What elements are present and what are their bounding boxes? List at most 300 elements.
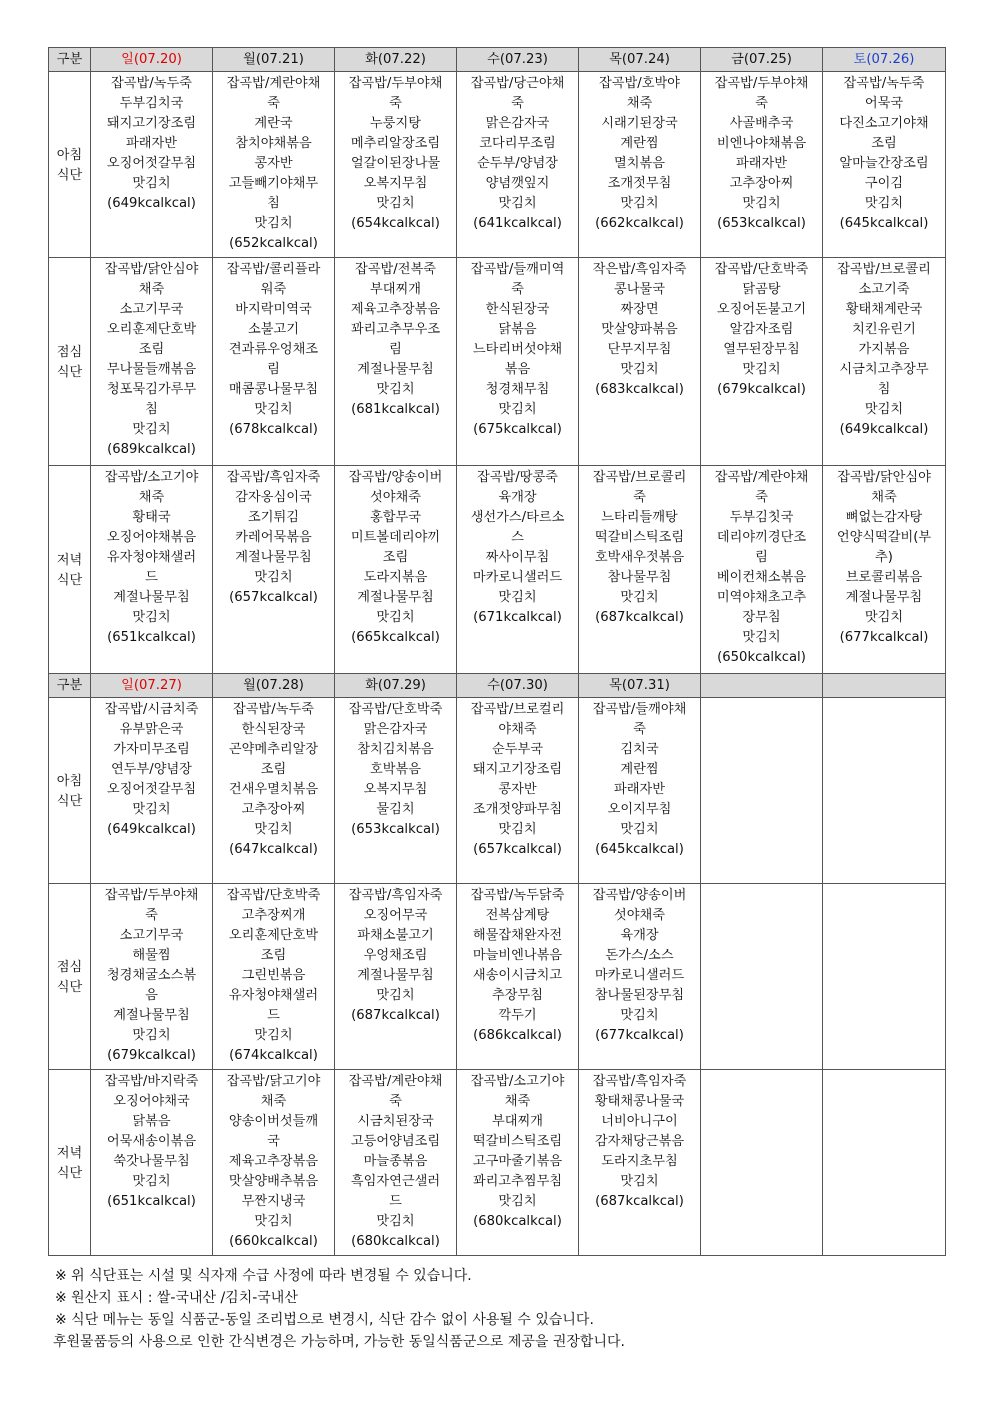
day-header: 일(07.20): [91, 48, 213, 72]
menu-item: 맛김치: [376, 610, 415, 625]
menu-item: (641kcalkcal): [473, 216, 562, 231]
menu-item: 물김치: [376, 802, 415, 817]
menu-item: (678kcalkcal): [229, 422, 318, 437]
menu-item: (649kcalkcal): [107, 822, 196, 837]
menu-item: 조림: [382, 550, 409, 565]
meal-row-breakfast: [49, 698, 946, 884]
menu-item: 잡곡밥/두부야채: [348, 76, 443, 91]
menu-item: 계란국: [254, 116, 293, 131]
menu-cell: [213, 72, 335, 258]
menu-item: 맛김치: [254, 1214, 293, 1229]
menu-item: 섯야채죽: [370, 490, 421, 505]
menu-item: 죽: [389, 1094, 402, 1109]
menu-item: 채죽: [504, 1094, 531, 1109]
menu-item: 림: [389, 342, 402, 357]
menu-item: 얼갈이된장나물: [350, 156, 441, 171]
menu-item: (647kcalkcal): [229, 842, 318, 857]
menu-item: 맛김치: [620, 362, 659, 377]
menu-item: 맛김치: [864, 196, 904, 211]
menu-item: 부대찌개: [370, 282, 421, 297]
meal-label-lunch: [49, 258, 91, 466]
meal-label-line: 식단: [56, 793, 83, 809]
menu-item: 알마늘간장조림: [839, 156, 929, 171]
menu-item: 잡곡밥/단호박죽: [348, 702, 443, 717]
menu-item: 맛김치: [132, 610, 171, 625]
menu-cell: [823, 258, 946, 466]
menu-item: 한식된장국: [485, 302, 550, 317]
menu-cell: [335, 1070, 457, 1256]
menu-item: 닭볶음: [132, 1114, 171, 1129]
menu-item: 채죽: [626, 96, 653, 111]
menu-cell: [823, 698, 946, 884]
menu-item: 참나물무침: [607, 570, 672, 585]
menu-item: 유자청야채샐러: [228, 988, 319, 1003]
header-row: [49, 48, 946, 72]
note-origin: ※ 원산지 표시 : 쌀-국내산 /김치-국내산: [55, 1290, 298, 1306]
menu-item: 음: [145, 988, 158, 1003]
menu-item: 죽: [755, 96, 768, 111]
meal-label-dinner: [49, 1070, 91, 1256]
menu-item: 조개젓무침: [607, 176, 672, 191]
menu-item: 맛김치: [864, 402, 904, 417]
menu-item: 오징어야채볶음: [106, 530, 197, 545]
menu-item: 순두부국: [492, 742, 543, 757]
menu-cell: [91, 72, 213, 258]
menu-item: 순두부/양념장: [477, 156, 558, 171]
menu-item: 닭곰탕: [742, 282, 781, 297]
menu-item: 고추장찌개: [241, 908, 306, 923]
menu-cell: [335, 72, 457, 258]
meal-label-lunch: [49, 884, 91, 1070]
menu-item: (680kcalkcal): [473, 1214, 562, 1229]
meal-label-line: 아침: [56, 773, 83, 789]
menu-item: (653kcalkcal): [351, 822, 440, 837]
day-header: 일(07.27): [91, 674, 213, 698]
menu-cell: [579, 1070, 701, 1256]
menu-item: (683kcalkcal): [595, 382, 684, 397]
menu-item: 잡곡밥/호박야: [599, 76, 680, 91]
menu-item: 침: [145, 402, 158, 417]
menu-item: 계절나물무침: [113, 590, 190, 605]
menu-item: 추): [875, 550, 893, 565]
menu-item: 해물찜: [132, 948, 171, 963]
menu-item: 잡곡밥/단호박죽: [714, 262, 809, 277]
menu-item: 멸치볶음: [614, 156, 665, 171]
menu-item: 다진소고기야채: [839, 116, 929, 131]
menu-item: 잡곡밥/계란야채: [348, 1074, 443, 1089]
menu-item: (687kcalkcal): [595, 1194, 684, 1209]
menu-item: 참나물된장무침: [594, 988, 685, 1003]
note-change-notice: ※ 위 식단표는 시설 및 식자재 수급 사정에 따라 변경될 수 있습니다.: [55, 1268, 472, 1284]
day-header: [701, 674, 823, 698]
menu-item: 깍두기: [498, 1008, 537, 1023]
menu-item: 잡곡밥/브로콜리: [837, 262, 931, 277]
menu-item: 짜사이무침: [485, 550, 550, 565]
menu-item: 작은밥/흑임자죽: [592, 262, 687, 277]
menu-item: 죽: [755, 490, 768, 505]
menu-item: 맛김치: [742, 196, 781, 211]
menu-item: 호박새우젓볶음: [594, 550, 685, 565]
day-header: 화(07.22): [335, 48, 457, 72]
menu-item: 가지볶음: [858, 342, 910, 357]
menu-item: 청경채굴소스볶: [106, 968, 197, 983]
menu-item: 청포묵김가루무: [106, 382, 197, 397]
menu-item: 쑥갓나물무침: [113, 1154, 190, 1169]
menu-item: 맛김치: [620, 196, 659, 211]
menu-item: (677kcalkcal): [839, 630, 929, 645]
menu-item: 코다리무조림: [479, 136, 556, 151]
menu-item: (660kcalkcal): [229, 1234, 318, 1249]
menu-item: (679kcalkcal): [107, 1048, 196, 1063]
menu-item: 맛김치: [376, 1214, 415, 1229]
menu-item: 계절나물무침: [113, 1008, 190, 1023]
day-header: 화(07.29): [335, 674, 457, 698]
menu-item: 드: [145, 570, 158, 585]
menu-item: 오복지무침: [363, 176, 428, 191]
menu-item: 파래자반: [614, 782, 665, 797]
menu-item: (680kcalkcal): [351, 1234, 440, 1249]
menu-item: (679kcalkcal): [717, 382, 806, 397]
menu-item: 베이컨채소볶음: [716, 570, 807, 585]
menu-item: 장무침: [742, 610, 781, 625]
menu-item: 오복지무침: [363, 782, 428, 797]
menu-cell: [213, 884, 335, 1070]
menu-item: 채죽: [138, 490, 165, 505]
menu-cell: [579, 466, 701, 674]
menu-cell: [457, 466, 579, 674]
menu-item: (671kcalkcal): [473, 610, 562, 625]
menu-cell: [91, 698, 213, 884]
menu-item: 두부김치국: [119, 96, 184, 111]
menu-item: 알감자조림: [729, 322, 794, 337]
menu-item: 카레어묵볶음: [235, 530, 312, 545]
menu-item: 맛김치: [742, 630, 781, 645]
menu-cell: [701, 258, 823, 466]
menu-item: 잡곡밥/전복죽: [355, 262, 436, 277]
menu-item: 무나물들깨볶음: [106, 362, 197, 377]
menu-item: 소불고기: [248, 322, 299, 337]
meal-label-line: 식단: [56, 979, 83, 995]
menu-item: 두부김칫국: [729, 510, 794, 525]
menu-item: 국: [267, 1134, 280, 1149]
menu-item: 채죽: [138, 282, 165, 297]
menu-item: 시래기된장국: [601, 116, 678, 131]
menu-item: 맛김치: [620, 1174, 659, 1189]
menu-item: 고등어양념조림: [350, 1134, 441, 1149]
menu-item: 맛김치: [254, 216, 293, 231]
menu-item: 맛김치: [132, 176, 171, 191]
menu-item: 육개장: [620, 928, 659, 943]
meal-label-line: 식단: [56, 1165, 83, 1181]
menu-item: 호박볶음: [370, 762, 421, 777]
menu-item: 마늘종볶음: [363, 1154, 428, 1169]
menu-cell: [579, 72, 701, 258]
menu-item: 조림: [260, 762, 287, 777]
menu-item: 미트볼데리야끼: [350, 530, 441, 545]
menu-item: 잡곡밥/닭안심야: [104, 262, 199, 277]
menu-cell: [335, 884, 457, 1070]
menu-item: 마카로니샐러드: [594, 968, 685, 983]
menu-item: (654kcalkcal): [351, 216, 440, 231]
menu-item: 조림: [871, 136, 897, 151]
menu-item: 맑은감자국: [485, 116, 550, 131]
menu-item: 드: [267, 1008, 280, 1023]
menu-item: 잡곡밥/계란야채: [714, 470, 809, 485]
menu-item: 홍합무국: [370, 510, 421, 525]
menu-item: 잡곡밥/들깨미역: [470, 262, 565, 277]
menu-cell: [335, 466, 457, 674]
note-substitution: ※ 식단 메뉴는 동일 식품군-동일 조리법으로 변경시, 식단 감수 없이 사용될 수 있습니다.: [55, 1312, 594, 1328]
menu-cell: [701, 72, 823, 258]
menu-item: 돼지고기장조림: [106, 116, 197, 131]
menu-item: 양념깻잎지: [485, 176, 550, 191]
menu-item: (687kcalkcal): [351, 1008, 440, 1023]
menu-cell: [91, 466, 213, 674]
menu-item: 가자미무조림: [113, 742, 190, 757]
menu-item: 뼈없는감자탕: [845, 510, 923, 525]
menu-item: 짜장면: [620, 302, 659, 317]
menu-item: 잡곡밥/계란야채: [226, 76, 321, 91]
menu-item: 감자옹심이국: [235, 490, 312, 505]
menu-item: 오징어무국: [363, 908, 428, 923]
menu-cell: [335, 258, 457, 466]
menu-cell: [701, 884, 823, 1070]
menu-item: 콩자반: [254, 156, 293, 171]
menu-item: 침: [877, 382, 891, 397]
menu-item: 잡곡밥/두부야채: [714, 76, 809, 91]
menu-cell: [457, 72, 579, 258]
menu-item: (677kcalkcal): [595, 1028, 684, 1043]
menu-cell: [579, 698, 701, 884]
menu-item: 마카로니샐러드: [472, 570, 563, 585]
menu-item: 조림: [260, 948, 287, 963]
meal-label-breakfast: [49, 72, 91, 258]
menu-item: 무짠지냉국: [241, 1194, 306, 1209]
menu-item: 구이김: [864, 176, 904, 191]
menu-cell: [823, 1070, 946, 1256]
menu-item: 메추리알장조림: [350, 136, 441, 151]
menu-item: 죽: [389, 96, 402, 111]
menu-item: 잡곡밥/땅콩죽: [477, 470, 558, 485]
menu-item: 잡곡밥/브로컬리: [470, 702, 565, 717]
menu-item: (657kcalkcal): [229, 590, 318, 605]
menu-item: 참치야채볶음: [235, 136, 312, 151]
menu-item: 육개장: [498, 490, 537, 505]
menu-item: 맛김치: [498, 196, 537, 211]
menu-item: 림: [755, 550, 768, 565]
meal-label-dinner: [49, 466, 91, 674]
menu-item: (652kcalkcal): [229, 236, 318, 251]
menu-item: 연두부/양념장: [111, 762, 192, 777]
menu-item: 잡곡밥/흑임자죽: [592, 1074, 687, 1089]
menu-item: (687kcalkcal): [595, 610, 684, 625]
menu-item: 잡곡밥/녹두죽: [843, 76, 925, 91]
menu-item: (649kcalkcal): [839, 422, 929, 437]
menu-item: 소고기무국: [119, 928, 184, 943]
menu-item: 비엔나야채볶음: [716, 136, 807, 151]
menu-item: 열무된장무침: [723, 342, 800, 357]
menu-item: 매콤콩나물무침: [228, 382, 319, 397]
menu-item: 부대찌개: [492, 1114, 543, 1129]
menu-item: 잡곡밥/들깨야채: [592, 702, 687, 717]
menu-item: 볶음: [504, 362, 531, 377]
menu-cell: [579, 258, 701, 466]
menu-item: 생선가스/타르소: [470, 510, 565, 525]
menu-item: (653kcalkcal): [717, 216, 806, 231]
menu-item: 잡곡밥/당근야채: [470, 76, 565, 91]
meal-label-line: 식단: [56, 572, 83, 588]
menu-item: (665kcalkcal): [351, 630, 440, 645]
menu-item: 잡곡밥/양송이버: [348, 470, 443, 485]
menu-cell: [579, 884, 701, 1070]
menu-cell: [213, 466, 335, 674]
menu-item: 맛김치: [132, 422, 171, 437]
day-header: 토(07.26): [823, 48, 946, 72]
menu-item: 도라지초무침: [601, 1154, 678, 1169]
menu-item: 잡곡밥/소고기야: [470, 1074, 565, 1089]
menu-item: 그린빈볶음: [241, 968, 306, 983]
menu-item: 단무지무침: [607, 342, 672, 357]
menu-item: 사골배추국: [729, 116, 794, 131]
menu-item: (650kcalkcal): [717, 650, 806, 665]
menu-item: 돈가스/소스: [605, 948, 674, 963]
menu-cell: [823, 72, 946, 258]
menu-item: 소고기죽: [858, 282, 910, 297]
header-label: 구분: [49, 48, 91, 72]
menu-item: 맛살양배추볶음: [228, 1174, 319, 1189]
menu-item: 맑은감자국: [363, 722, 428, 737]
menu-item: 맛김치: [498, 402, 537, 417]
menu-item: 채죽: [871, 490, 897, 505]
menu-item: 잡곡밥/닭안심야: [837, 470, 931, 485]
menu-item: 계절나물무침: [845, 590, 923, 605]
menu-cell: [91, 258, 213, 466]
menu-item: 잡곡밥/녹두죽: [233, 702, 314, 717]
menu-item: 잡곡밥/시금치죽: [104, 702, 199, 717]
note-snack-change: 후원물품등의 사용으로 인한 간식변경은 가능하며, 가능한 동일식품군으로 제공을 권장합니다.: [53, 1334, 625, 1350]
menu-item: (645kcalkcal): [595, 842, 684, 857]
menu-item: 맛김치: [620, 1008, 659, 1023]
meal-label-line: 식단: [56, 364, 83, 380]
menu-item: 오징어젓갈무침: [106, 156, 197, 171]
day-header: 수(07.30): [457, 674, 579, 698]
header-label: 구분: [49, 674, 91, 698]
menu-item: 어묵국: [864, 96, 904, 111]
menu-item: 맛김치: [132, 1174, 171, 1189]
meal-label-line: 저녁: [56, 552, 83, 568]
menu-cell: [457, 258, 579, 466]
menu-item: 콩자반: [498, 782, 537, 797]
menu-item: 워죽: [260, 282, 287, 297]
meal-label-line: 식단: [56, 167, 83, 183]
menu-item: 양송이버섯들깨: [228, 1114, 319, 1129]
menu-item: 맛김치: [132, 1028, 171, 1043]
menu-item: 시금치고추장무: [839, 362, 929, 377]
menu-item: 잡곡밥/브로콜리: [592, 470, 687, 485]
menu-item: 흑임자연근샐러: [350, 1174, 441, 1189]
menu-item: 건새우멸치볶음: [228, 782, 319, 797]
meal-row-lunch: [49, 884, 946, 1070]
menu-item: 맛김치: [498, 822, 537, 837]
meal-label-line: 아침: [56, 147, 83, 163]
menu-item: 누룽지탕: [370, 116, 421, 131]
menu-item: 맛김치: [376, 196, 415, 211]
meal-label-line: 점심: [56, 959, 83, 975]
menu-item: 계란찜: [620, 762, 659, 777]
menu-item: 스: [511, 530, 524, 545]
menu-item: 황태채계란국: [845, 302, 923, 317]
menu-item: 계절나물무침: [357, 362, 434, 377]
menu-item: 언양식떡갈비(부: [836, 530, 932, 545]
menu-item: 맛김치: [132, 802, 171, 817]
meal-label-line: 저녁: [56, 1145, 83, 1161]
day-header: 금(07.25): [701, 48, 823, 72]
menu-item: 전복삼계탕: [485, 908, 550, 923]
menu-item: 잡곡밥/녹두닭죽: [470, 888, 565, 903]
menu-item: 고들빼기야채무: [228, 176, 319, 191]
menu-item: 치킨유린기: [852, 322, 916, 337]
menu-item: 곤약메추리알장: [228, 742, 319, 757]
menu-cell: [457, 1070, 579, 1256]
menu-item: 김치국: [620, 742, 659, 757]
menu-item: (675kcalkcal): [473, 422, 562, 437]
meal-row-dinner: [49, 466, 946, 674]
menu-item: 해물잡채완자전: [472, 928, 563, 943]
menu-item: 고추장아찌: [729, 176, 794, 191]
menu-item: 파채소불고기: [357, 928, 434, 943]
meal-label-breakfast: [49, 698, 91, 884]
menu-item: 죽: [267, 96, 280, 111]
menu-item: 잡곡밥/바지락죽: [104, 1074, 199, 1089]
menu-cell: [457, 884, 579, 1070]
menu-item: (681kcalkcal): [351, 402, 440, 417]
menu-item: 잡곡밥/두부야채: [104, 888, 199, 903]
menu-cell: [701, 698, 823, 884]
menu-item: (651kcalkcal): [107, 1194, 196, 1209]
menu-item: 떡갈비스틱조림: [472, 1134, 563, 1149]
menu-item: 맛김치: [254, 822, 293, 837]
menu-item: 죽: [511, 282, 524, 297]
menu-item: 맛김치: [498, 590, 537, 605]
meal-label-line: 점심: [56, 344, 83, 360]
menu-cell: [213, 1070, 335, 1256]
menu-item: 꽈리고추무우조: [350, 322, 441, 337]
menu-item: 맛김치: [254, 570, 293, 585]
menu-item: 죽: [511, 96, 524, 111]
menu-item: 어묵새송이볶음: [106, 1134, 197, 1149]
menu-item: 죽: [145, 908, 158, 923]
menu-item: 바지락미역국: [235, 302, 312, 317]
menu-cell: [457, 698, 579, 884]
menu-item: (657kcalkcal): [473, 842, 562, 857]
menu-item: 유부맑은국: [119, 722, 184, 737]
menu-item: 닭볶음: [498, 322, 537, 337]
menu-item: 소고기무국: [119, 302, 184, 317]
menu-item: 오징어돈불고기: [716, 302, 807, 317]
menu-item: (645kcalkcal): [839, 216, 929, 231]
day-header: 월(07.28): [213, 674, 335, 698]
menu-item: 맛김치: [742, 362, 781, 377]
menu-cell: [823, 466, 946, 674]
menu-item: (662kcalkcal): [595, 216, 684, 231]
menu-item: 죽: [633, 722, 646, 737]
day-header: [823, 674, 946, 698]
menu-item: (674kcalkcal): [229, 1048, 318, 1063]
menu-cell: [701, 1070, 823, 1256]
menu-cell: [335, 698, 457, 884]
menu-item: 맛김치: [376, 988, 415, 1003]
menu-item: 맛김치: [254, 1028, 293, 1043]
